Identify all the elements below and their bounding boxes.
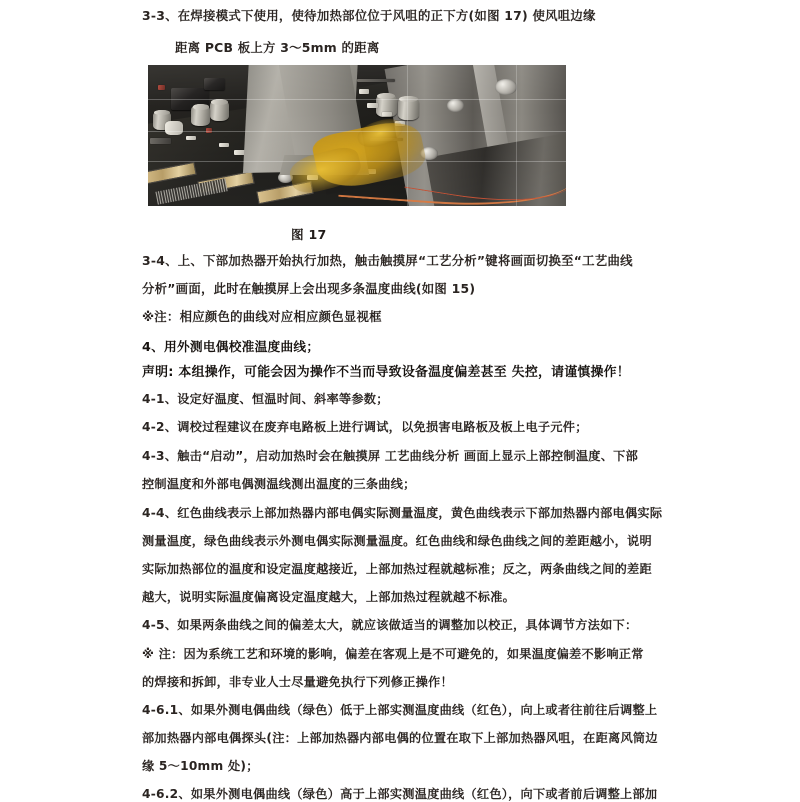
component-ic-2 xyxy=(204,78,225,91)
component-capacitor-2 xyxy=(191,104,209,125)
photo-canvas xyxy=(148,65,566,206)
paragraph-4-6-1-line-1: 4-6.1、如果外测电偶曲线（绿色）低于上部实测温度曲线（红色），向上或者往前往后调整上 xyxy=(142,703,658,717)
note-tolerance-line-1: ※ 注：因为系统工艺和环境的影响，偏差在客观上是不可避免的，如果温度偏差不影响正常 xyxy=(142,647,644,661)
paragraph-3-3-line-2: 距离 PCB 板上方 3～5mm 的距离 xyxy=(175,40,380,55)
figure-17-photo xyxy=(148,65,566,206)
paragraph-4-4-line-3: 实际加热部位的温度和设定温度越接近，上部加热过程就越标准；反之，两条曲线之间的差距 xyxy=(142,562,652,576)
paragraph-3-3-line-1: 3-3、在焊接模式下使用，使待加热部位位于风咀的正下方(如图 17) 使风咀边缘 xyxy=(142,8,596,23)
paragraph-4-6-2-line-1: 4-6.2、如果外测电偶曲线（绿色）高于上部实测温度曲线（红色），向下或者前后调整上部加 xyxy=(142,787,658,801)
paragraph-4-5: 4-5、如果两条曲线之间的偏差太大，就应该做适当的调整加以校正，具体调节方法如下： xyxy=(142,618,638,632)
paragraph-4-3-line-2: 控制温度和外部电偶测温线测出温度的三条曲线； xyxy=(142,477,416,491)
component-smd-3 xyxy=(234,150,245,155)
paragraph-4-3-line-1: 4-3、触击“启动”，启动加热时会在触摸屏 工艺曲线分析 画面上显示上部控制温度、下部 xyxy=(142,449,639,463)
note-tolerance-line-2: 的焊接和拆卸，非专业人士尽量避免执行下列修正操作！ xyxy=(142,675,453,689)
rail-hole-1 xyxy=(495,79,517,95)
figure-caption: 图 17 xyxy=(291,227,327,242)
component-smd-red-1 xyxy=(158,85,164,90)
component-smd-9 xyxy=(382,112,392,117)
paragraph-4-heading: 4、用外测电偶校准温度曲线； xyxy=(142,339,320,354)
declaration-warning: 声明: 本组操作，可能会因为操作不当而导致设备温度偏差甚至 失控，请谨慎操作！ xyxy=(142,365,630,380)
component-connector-white xyxy=(165,121,183,135)
scan-artifact-1 xyxy=(148,99,566,100)
paragraph-3-4-line-1: 3-4、上、下部加热器开始执行加热，触击触摸屏“工艺分析”键将画面切换至“工艺曲线 xyxy=(142,253,633,268)
rail-hole-2 xyxy=(447,99,465,112)
paragraph-4-6-1-line-3: 缘 5～10mm 处)； xyxy=(142,759,259,773)
component-smd-1 xyxy=(186,136,197,141)
scan-artifact-3 xyxy=(148,161,566,162)
paragraph-3-4-line-2: 分析”画面，此时在触摸屏上会出现多条温度曲线(如图 15) xyxy=(142,281,476,296)
paragraph-4-2: 4-2、调校过程建议在废弃电路板上进行调试，以免损害电路板及板上电子元件； xyxy=(142,420,588,434)
scan-artifact-4 xyxy=(407,65,408,206)
scan-artifact-2 xyxy=(148,131,566,132)
scan-artifact-5 xyxy=(516,65,517,206)
component-smd-8 xyxy=(367,103,378,108)
paragraph-4-6-1-line-2: 部加热器内部电偶探头(注：上部加热器内部电偶的位置在取下上部加热器风咀，在距离风筒边 xyxy=(142,731,658,745)
paragraph-4-1: 4-1、设定好温度、恒温时间、斜率等参数； xyxy=(142,392,389,406)
component-smd-2 xyxy=(219,143,229,148)
paragraph-4-4-line-2: 测量温度，绿色曲线表示外测电偶实际测量温度。红色曲线和绿色曲线之间的差距越小，说明 xyxy=(142,534,652,548)
paragraph-4-4-line-1: 4-4、红色曲线表示上部加热器内部电偶实际测量温度，黄色曲线表示下部加热器内部电偶实际 xyxy=(142,506,663,520)
component-smd-6 xyxy=(359,89,369,94)
note-curve-colors: ※注：相应颜色的曲线对应相应颜色显视框 xyxy=(142,309,382,324)
component-smd-4 xyxy=(150,138,171,144)
component-capacitor-1 xyxy=(210,99,229,122)
paragraph-4-4-line-4: 越大，说明实际温度偏离设定温度越大，上部加热过程就越不标准。 xyxy=(142,590,516,604)
component-trace-1 xyxy=(357,79,395,82)
